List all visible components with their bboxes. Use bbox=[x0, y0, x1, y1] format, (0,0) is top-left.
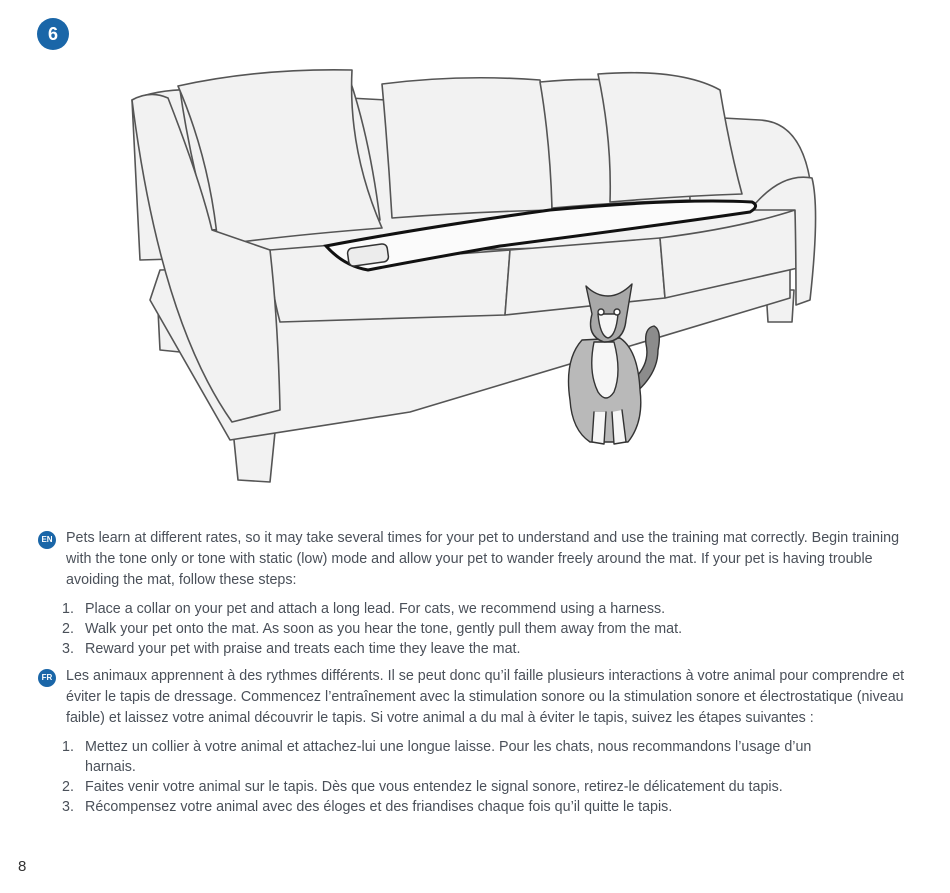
step-number: 2. bbox=[62, 779, 74, 795]
instructions-fr bbox=[38, 666, 918, 817]
instructions-en bbox=[38, 528, 918, 659]
page-number: 8 bbox=[18, 858, 27, 875]
sofa-cat-illustration bbox=[120, 60, 840, 500]
step-item bbox=[38, 619, 918, 639]
step-number: 2. bbox=[62, 621, 74, 637]
step-number: 1. bbox=[62, 601, 74, 617]
steps-list-fr bbox=[38, 737, 918, 817]
step-item bbox=[38, 599, 918, 619]
step-item bbox=[38, 737, 918, 777]
cat-eye-right bbox=[614, 309, 620, 315]
language-badge-en: EN bbox=[38, 531, 56, 549]
throw-pillow-right bbox=[598, 73, 742, 202]
cat-eye-left bbox=[598, 309, 604, 315]
step-text: Récompensez votre animal avec des éloges et des friandises chaque fois qu’il quitte le tapis. bbox=[85, 799, 673, 815]
step-text: Place a collar on your pet and attach a long lead. For cats, we recommend using a harness. bbox=[85, 601, 666, 617]
steps-list-en bbox=[38, 599, 918, 659]
language-badge-fr: FR bbox=[38, 669, 56, 687]
step-text: Mettez un collier à votre animal et attachez-lui une longue laisse. Pour les chats, nous recommandons l’usage d’un harnais. bbox=[85, 739, 812, 775]
step-item bbox=[38, 639, 918, 659]
step-text: Reward your pet with praise and treats each time they leave the mat. bbox=[85, 641, 521, 657]
step-text: Faites venir votre animal sur le tapis. Dès que vous entendez le signal sonore, retirez-le délicatement du tapis. bbox=[85, 779, 783, 795]
step-item bbox=[38, 797, 918, 817]
step-text: Walk your pet onto the mat. As soon as you hear the tone, gently pull them away from the mat. bbox=[85, 621, 683, 637]
back-cushion-2 bbox=[382, 78, 552, 218]
step-number: 3. bbox=[62, 641, 74, 657]
step-item bbox=[38, 777, 918, 797]
step-number: 1. bbox=[62, 739, 74, 755]
step-number: 3. bbox=[62, 799, 74, 815]
intro-paragraph-fr: Les animaux apprennent à des rythmes différents. Il se peut donc qu’il faille plusieurs interactions à votre animal pour comprendre et éviter le tapis de dressage. Commencez l’entraînement avec la stimulation sonore ou la stimulation sonore et électrostatique (niveau faible) et laissez votre animal découvrir le tapis. Si votre animal a du mal à éviter le tapis, suivez les étapes suivantes : bbox=[66, 668, 905, 726]
step-number-badge: 6 bbox=[37, 18, 69, 50]
intro-paragraph-en: Pets learn at different rates, so it may take several times for your pet to understand and use the training mat correctly. Begin training with the tone only or tone with static (low) mode and allow your pet to wander freely around the mat. If your pet is having trouble avoiding the mat, follow these steps: bbox=[66, 530, 900, 588]
